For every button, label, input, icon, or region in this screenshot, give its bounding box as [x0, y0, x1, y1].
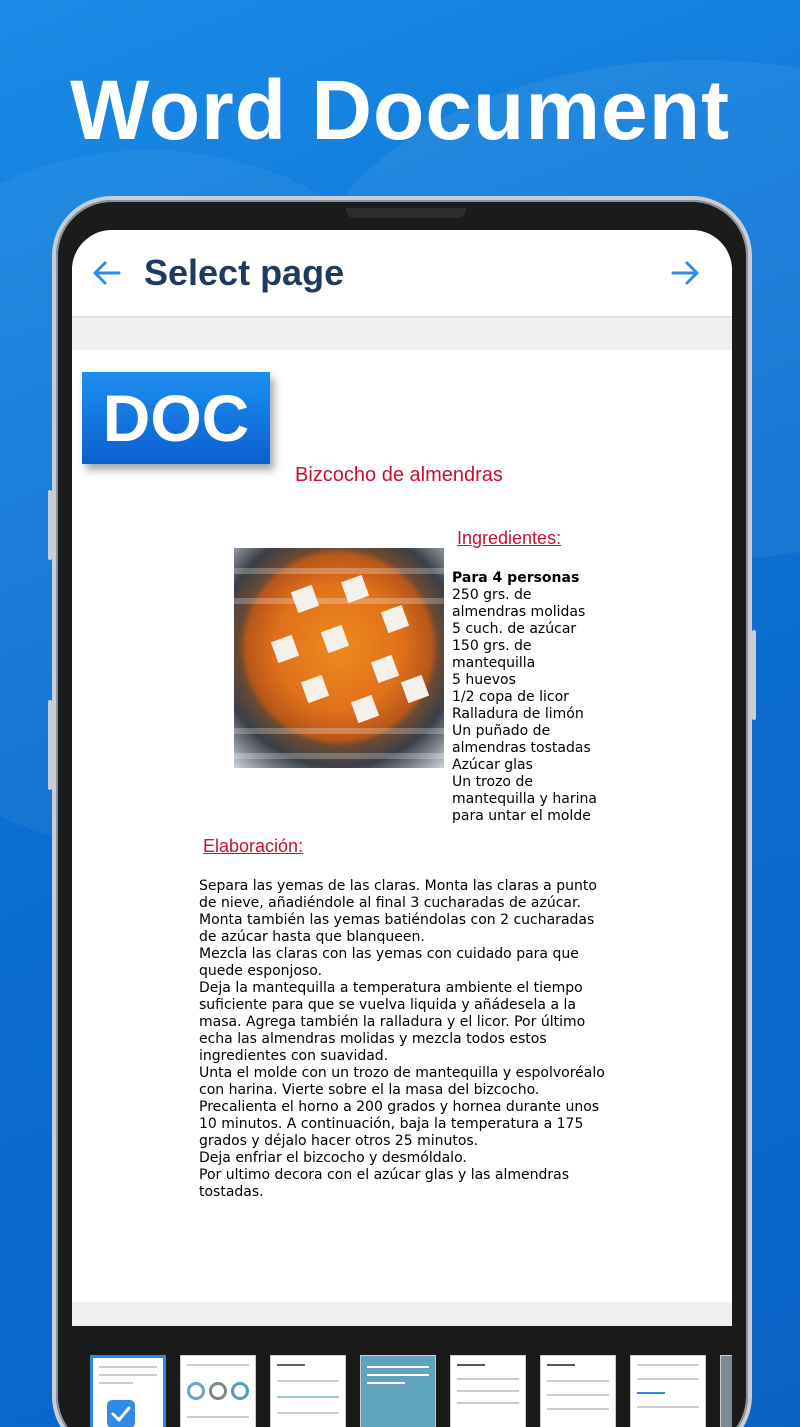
- elaboration-line: 10 minutos. A continuación, baja la temperatura a 175: [199, 1116, 584, 1132]
- page-thumbnail[interactable]: [180, 1355, 256, 1427]
- ingredient-line: Azúcar glas: [452, 757, 533, 773]
- ingredient-line: almendras molidas: [452, 604, 586, 620]
- promo-headline: Word Document: [69, 63, 731, 157]
- page-thumbnail-strip[interactable]: [72, 1326, 732, 1427]
- page-thumbnail[interactable]: [720, 1355, 732, 1427]
- page-thumbnail[interactable]: [630, 1355, 706, 1427]
- ingredient-line: Ralladura de limón: [452, 706, 584, 722]
- elaboration-line: grados y déjalo hacer otros 25 minutos.: [199, 1133, 479, 1149]
- elaboration-line: Mezcla las claras con las yemas con cuidado para que: [199, 946, 579, 962]
- page-thumbnail[interactable]: [450, 1355, 526, 1427]
- ingredient-line: mantequilla y harina: [452, 791, 597, 807]
- elaboration-line: Monta también las yemas batiéndolas con 2 cucharadas: [199, 912, 595, 928]
- elaboration-line: Por ultimo decora con el azúcar glas y las almendras: [199, 1167, 570, 1183]
- elaboration-line: Deja la mantequilla a temperatura ambiente el tiempo: [199, 980, 583, 996]
- checkmark-icon: [107, 1400, 135, 1427]
- elaboration-line: ingredientes con suavidad.: [199, 1048, 389, 1064]
- ingredients-title: Ingredientes:: [457, 528, 562, 548]
- page-thumbnail[interactable]: [90, 1355, 166, 1427]
- elaboration-line: tostadas.: [199, 1184, 264, 1200]
- ingredient-line: 5 cuch. de azúcar: [452, 621, 577, 637]
- document-title: Bizcocho de almendras: [295, 464, 503, 486]
- ingredient-line: Un trozo de: [452, 774, 533, 790]
- ingredient-line: almendras tostadas: [452, 740, 591, 756]
- ingredient-line: 5 huevos: [452, 672, 516, 688]
- elaboration-text: [199, 878, 639, 1201]
- ingredient-line: mantequilla: [452, 655, 536, 671]
- document-page-preview[interactable]: [72, 350, 732, 1302]
- recipe-photo: [234, 548, 444, 768]
- ingredient-line: 150 grs. de: [452, 638, 532, 654]
- elaboration-line: quede esponjoso.: [199, 963, 323, 979]
- ingredient-line: 1/2 copa de licor: [452, 689, 569, 705]
- page-thumbnail[interactable]: [540, 1355, 616, 1427]
- doc-badge: DOC: [82, 372, 270, 464]
- ingredient-line: para untar el molde: [452, 808, 591, 824]
- phone-frame: [52, 196, 752, 1427]
- app-bar: [72, 230, 732, 318]
- elaboration-line: Separa las yemas de las claras. Monta las claras a punto: [199, 878, 597, 894]
- elaboration-line: suficiente para que se vuelva liquida y añádesela a la: [199, 997, 576, 1013]
- elaboration-line: de azúcar hasta que blanqueen.: [199, 929, 425, 945]
- elaboration-line: con harina. Vierte sobre el la masa del bizcocho.: [199, 1082, 540, 1098]
- ingredient-line: 250 grs. de: [452, 587, 532, 603]
- page-title: Select page: [144, 252, 345, 293]
- ingredient-line: Un puñado de: [452, 723, 551, 739]
- phone-side-button: [48, 700, 52, 790]
- phone-side-button: [48, 490, 52, 560]
- elaboration-line: echa las almendras molidas y mezcla todos estos: [199, 1031, 547, 1047]
- elaboration-title: Elaboración:: [203, 836, 304, 856]
- elaboration-line: Precalienta el horno a 200 grados y hornea durante unos: [199, 1099, 600, 1115]
- phone-side-button: [752, 630, 756, 720]
- ingredients-list: [452, 570, 597, 825]
- forward-arrow-icon[interactable]: [670, 258, 700, 288]
- elaboration-line: Deja enfriar el bizcocho y desmóldalo.: [199, 1150, 467, 1166]
- elaboration-line: de nieve, añadiéndole al final 3 cucharadas de azúcar.: [199, 895, 581, 911]
- ingredients-heading: Para 4 personas: [452, 570, 580, 586]
- elaboration-line: Unta el molde con un trozo de mantequilla y espolvoréalo: [199, 1065, 605, 1081]
- page-thumbnail[interactable]: [360, 1355, 436, 1427]
- back-arrow-icon[interactable]: [92, 258, 122, 288]
- page-thumbnail[interactable]: [270, 1355, 346, 1427]
- elaboration-line: masa. Agrega también la ralladura y el licor. Por último: [199, 1014, 586, 1030]
- app-screen: [72, 230, 732, 1427]
- phone-notch: [346, 208, 466, 218]
